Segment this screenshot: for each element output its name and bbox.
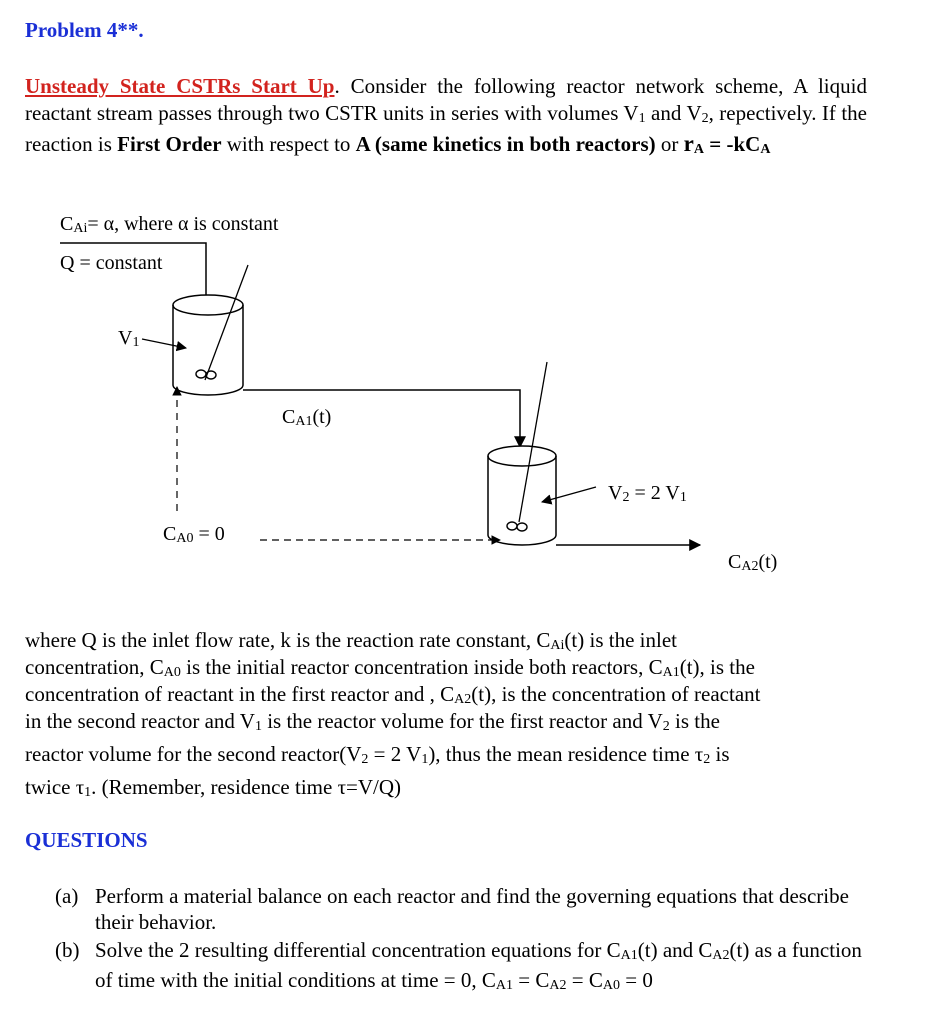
ca2-label: CA2(t) <box>728 551 778 574</box>
description-paragraph: where Q is the inlet flow rate, k is the reaction rate constant, CAi(t) is the inlet concentration, CA0 is the initial reactor concentration inside both reactors, CA1(t), is the concentration of reactant in the first reactor and , CA2(t), is the concentration of reactant in the second reactor and V1 is the reactor volume for the first reactor and V2 is the reactor volume for the second reactor(V2 = 2 V1), thus the mean residence time τ2 is twice τ1. (Remember, residence time τ=V/Q) <box>25 628 761 800</box>
reactor-1 <box>173 295 243 395</box>
question-b: (b) Solve the 2 resulting differential concentration equations for CA1(t) and CA2(t) as a function of time with the initial conditions at time = 0, CA1 = CA2 = CA0 = 0 <box>55 938 862 993</box>
intro-heading: Unsteady State CSTRs Start Up <box>25 74 335 98</box>
flow-rate-label: Q = constant <box>60 252 163 274</box>
first-order-text: First Order <box>117 132 222 156</box>
rate-expression: rA = -kCA <box>683 131 771 157</box>
same-kinetics-text: A (same kinetics in both reactors) <box>355 132 656 156</box>
ca1-label: CA1(t) <box>282 406 332 429</box>
question-a: (a) Perform a material balance on each reactor and find the governing equations that describe their behavior. <box>55 884 849 934</box>
v2-pointer-arrow <box>542 487 596 502</box>
problem-title: Problem 4**. <box>25 18 144 42</box>
impeller-2-icon <box>507 522 527 531</box>
v1-pointer-arrow <box>142 339 186 348</box>
intro-paragraph: Unsteady State CSTRs Start Up. Consider the following reactor network scheme, A liquid reactant stream passes through two CSTR units in series with volumes V1 and V2, repectively. If the reaction is First Order with respect to A (same kinetics in both reactors) or rA = -kCA <box>25 74 868 157</box>
inlet-concentration-label: CAi= α, where α is constant <box>60 213 279 236</box>
reactor-2 <box>488 446 556 545</box>
ca0-label: CA0 = 0 <box>163 523 225 546</box>
v2-label: V2 = 2 V1 <box>608 482 687 505</box>
questions-list <box>55 883 875 999</box>
v1-label: V1 <box>118 327 140 350</box>
stirrer-shaft-2 <box>519 362 547 522</box>
stirrer-shaft-1 <box>205 265 248 380</box>
questions-heading: QUESTIONS <box>25 828 148 852</box>
intro-text: . Consider the following reactor network scheme, A liquid reactant stream passes through two CSTR units in series with volumes V <box>25 74 867 125</box>
